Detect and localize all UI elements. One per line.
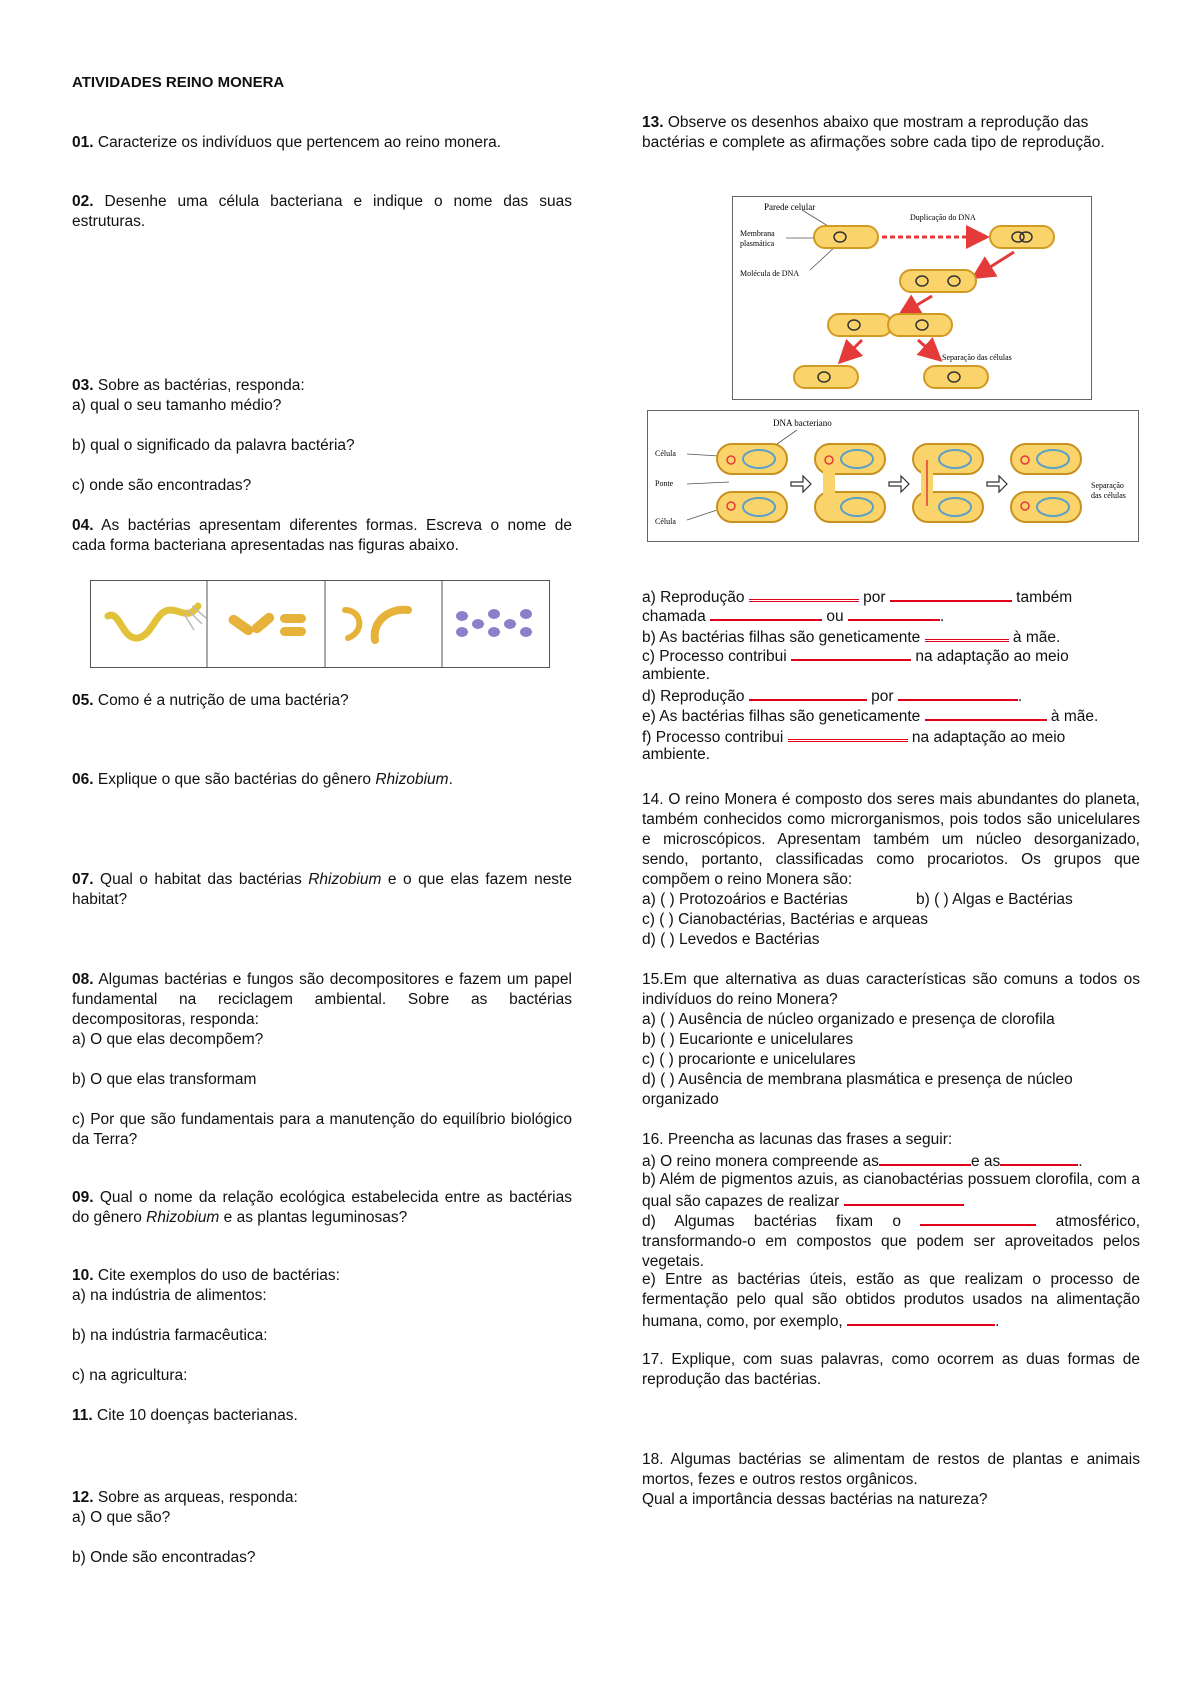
question-08-a: a) O que elas decompõem? xyxy=(72,1031,264,1048)
cell-elongated xyxy=(900,270,976,292)
blank-a1[interactable] xyxy=(749,585,859,602)
q14-option-a: a) ( ) Protozoários e Bactérias xyxy=(642,891,848,908)
question-16: 16. Preencha as lacunas das frases a seguir: xyxy=(642,1131,953,1148)
question-10-c: c) na agricultura: xyxy=(72,1367,188,1384)
q13-item-e: e) As bactérias filhas são geneticamente à mãe. xyxy=(642,705,1140,727)
question-08: 08. Algumas bactérias e fungos são decompositores e fazem um papel fundamental na reciclagem ambiental. Sobre as bactérias decompositoras, responda: xyxy=(72,971,572,1028)
question-17: 17. Explique, com suas palavras, como ocorrem as duas formas de reprodução das bactérias. xyxy=(642,1351,1140,1388)
blank-16b[interactable] xyxy=(844,1190,964,1206)
question-09: 09. Qual o nome da relação ecológica estabelecida entre as bactérias do gênero Rhizobium e as plantas leguminosas? xyxy=(72,1189,572,1226)
question-03-c: c) onde são encontradas? xyxy=(72,477,252,494)
label-ponte: Ponte xyxy=(655,479,674,488)
blank-a4[interactable] xyxy=(848,605,940,621)
question-11: 11. Cite 10 doenças bacterianas. xyxy=(72,1407,298,1424)
question-08-b: b) O que elas transformam xyxy=(72,1071,257,1088)
q16-item-b: b) Além de pigmentos azuis, as cianobactérias possuem clorofila, com a qual são capazes de realizar xyxy=(642,1171,1140,1210)
q13-item-f-cont: ambiente. xyxy=(642,746,711,763)
question-10: 10. Cite exemplos do uso de bactérias: xyxy=(72,1267,340,1284)
q15-option-b: b) ( ) Eucarionte e unicelulares xyxy=(642,1031,854,1048)
page-title: ATIVIDADES REINO MONERA xyxy=(72,74,285,91)
blank-d1[interactable] xyxy=(749,685,867,701)
blank-c[interactable] xyxy=(791,645,911,661)
label-celula-top: Célula xyxy=(655,449,676,458)
q14-option-c: c) ( ) Cianobactérias, Bactérias e arqueas xyxy=(642,911,929,928)
q13-item-f: f) Processo contribui na adaptação ao meio xyxy=(642,725,1140,748)
question-10-a: a) na indústria de alimentos: xyxy=(72,1287,267,1304)
label-sep-2: das células xyxy=(1091,491,1126,500)
q13-item-c-cont: ambiente. xyxy=(642,666,711,683)
question-15: 15.Em que alternativa as duas características são comuns a todos os indivíduos do reino Monera? xyxy=(642,971,1140,1008)
question-04: 04. As bactérias apresentam diferentes formas. Escreva o nome de cada forma bacteriana apresentadas nas figuras abaixo. xyxy=(72,517,572,554)
blank-a2[interactable] xyxy=(890,586,1012,602)
label-molecula: Molécula de DNA xyxy=(740,269,800,278)
question-12-a: a) O que são? xyxy=(72,1509,171,1526)
question-05: 05. Como é a nutrição de uma bactéria? xyxy=(72,692,349,709)
q16-item-e: e) Entre as bactérias úteis, estão as que realizam o processo de fermentação pelo qual são obtidos produtos usados na alimentação humana, como, por exemplo, . xyxy=(642,1271,1140,1330)
question-06: 06. Explique o que são bactérias do gênero Rhizobium. xyxy=(72,771,453,788)
blank-16d[interactable] xyxy=(920,1210,1036,1226)
q13-item-c: c) Processo contribui na adaptação ao meio xyxy=(642,645,1140,667)
question-10-b: b) na indústria farmacêutica: xyxy=(72,1327,268,1344)
q15-option-a: a) ( ) Ausência de núcleo organizado e presença de clorofila xyxy=(642,1011,1055,1028)
question-03: 03. Sobre as bactérias, responda: xyxy=(72,377,305,394)
question-03-b: b) qual o significado da palavra bactéria? xyxy=(72,437,355,454)
q14-option-b: b) ( ) Algas e Bactérias xyxy=(916,891,1073,908)
label-duplicacao: Duplicação do DNA xyxy=(910,213,976,222)
blank-e[interactable] xyxy=(925,705,1047,721)
blank-16a2[interactable] xyxy=(1000,1150,1078,1166)
blank-16e[interactable] xyxy=(847,1310,995,1326)
bacteria-shapes-figure xyxy=(90,580,550,668)
conjugation-figure xyxy=(647,410,1139,542)
blank-a3[interactable] xyxy=(710,605,822,621)
question-03-a: a) qual o seu tamanho médio? xyxy=(72,397,282,414)
cell-dividing xyxy=(828,314,952,336)
question-07: 07. Qual o habitat das bactérias Rhizobium e o que elas fazem neste habitat? xyxy=(72,871,572,908)
q14-option-d: d) ( ) Levedos e Bactérias xyxy=(642,931,820,948)
blank-16a1[interactable] xyxy=(879,1150,971,1166)
question-02: 02. Desenhe uma célula bacteriana e indique o nome das suas estruturas. xyxy=(72,193,572,230)
blank-d2[interactable] xyxy=(898,685,1018,701)
question-12: 12. Sobre as arqueas, responda: xyxy=(72,1489,298,1506)
question-08-c: c) Por que são fundamentais para a manutenção do equilíbrio biológico da Terra? xyxy=(72,1111,572,1148)
blank-b[interactable] xyxy=(925,625,1009,642)
q13-item-a: a) Reprodução por também xyxy=(642,585,1140,608)
q13-item-d: d) Reprodução por . xyxy=(642,685,1140,707)
question-12-b: b) Onde são encontradas? xyxy=(72,1549,256,1566)
q15-option-d: d) ( ) Ausência de membrana plasmática e presença de núcleo organizado xyxy=(642,1071,1073,1108)
binary-fission-figure xyxy=(732,196,1092,400)
label-separacao: Separação das células xyxy=(942,353,1012,362)
question-18-cont: Qual a importância dessas bactérias na natureza? xyxy=(642,1491,988,1508)
q15-option-c: c) ( ) procarionte e unicelulares xyxy=(642,1051,856,1068)
cell-dup xyxy=(990,226,1054,248)
q13-item-a-cont: chamada ou . xyxy=(642,605,1140,627)
label-membrana-1: Membrana xyxy=(740,229,775,238)
label-sep-1: Separação xyxy=(1091,481,1124,490)
label-celula-bottom: Célula xyxy=(655,517,676,526)
question-01: 01. Caracterize os indivíduos que pertencem ao reino monera. xyxy=(72,134,502,151)
q16-item-a: a) O reino monera compreende as e as . xyxy=(642,1150,1140,1172)
question-13: 13. Observe os desenhos abaixo que mostram a reprodução das bactérias e complete as afirmações sobre cada tipo de reprodução. xyxy=(642,114,1105,151)
q13-item-b: b) As bactérias filhas são geneticamente à mãe. xyxy=(642,625,1140,648)
q16-item-d: d) Algumas bactérias fixam o atmosférico, transformando-o em compostos que podem ser aproveitados pelos vegetais. xyxy=(642,1210,1140,1272)
label-dna-bacteriano: DNA bacteriano xyxy=(773,418,832,428)
question-18: 18. Algumas bactérias se alimentam de restos de plantas e animais mortos, fezes e outros restos orgânicos. xyxy=(642,1451,1140,1488)
label-membrana-2: plasmática xyxy=(740,239,775,248)
blank-f[interactable] xyxy=(788,725,908,742)
cell-start xyxy=(814,226,878,248)
question-14: 14. O reino Monera é composto dos seres mais abundantes do planeta, também conhecidos como microrganismos, pois todos são unicelulares e microscópicos. Apresentam também um núcleo desorganizado, sendo, portanto, classificadas como procariotos. Os grupos que compõem o reino Monera são: xyxy=(642,791,1140,888)
label-parede: Parede celular xyxy=(764,202,816,212)
